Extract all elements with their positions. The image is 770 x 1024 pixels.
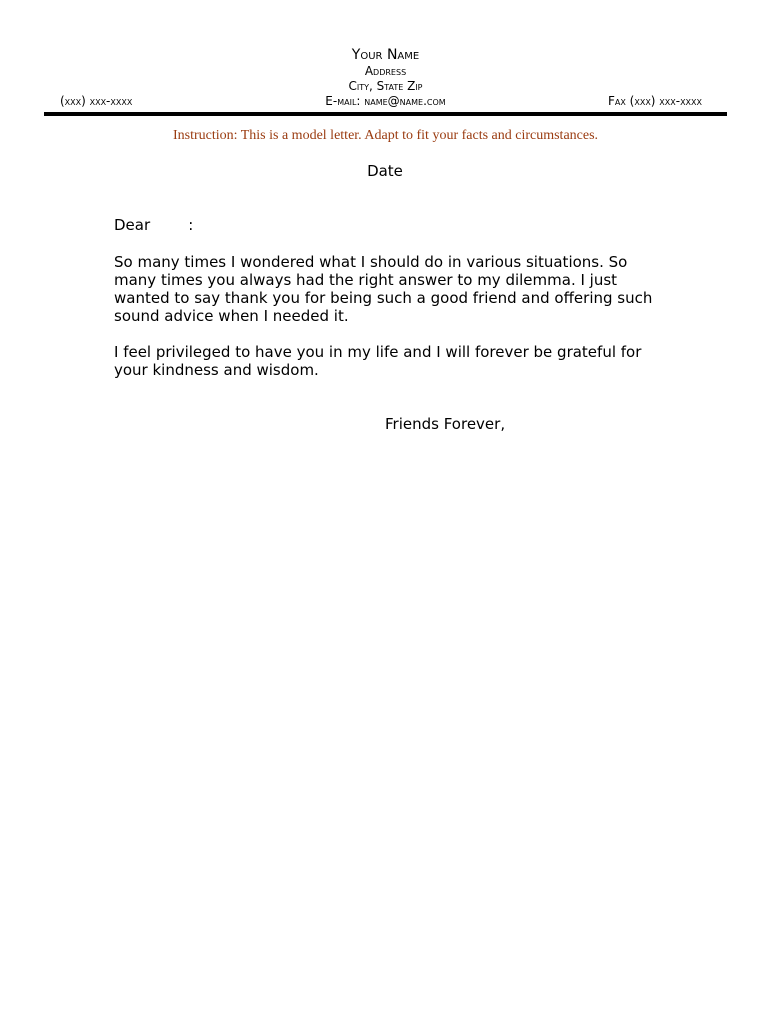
letterhead bbox=[44, 46, 727, 109]
body-paragraph-1: So many times I wondered what I should do in various situations. So many times you always had the right answer to my dilemma. I just wanted to say thank you for being such a good friend and offering such sound advice when I needed it. bbox=[114, 253, 653, 325]
sender-address: Address bbox=[364, 64, 407, 78]
instruction-note: Instruction: This is a model letter. Adapt to fit your facts and circumstances. bbox=[172, 128, 599, 143]
salutation: Dear : bbox=[114, 216, 194, 234]
sender-fax: Fax (xxx) xxx-xxxx bbox=[608, 94, 702, 108]
letter-date: Date bbox=[367, 162, 403, 180]
sender-phone: (xxx) xxx-xxxx bbox=[60, 94, 133, 108]
closing: Friends Forever, bbox=[385, 415, 506, 433]
contact-row bbox=[44, 94, 727, 109]
sender-name: Your Name bbox=[351, 47, 420, 63]
sender-email: E-mail: name@name.com bbox=[325, 94, 446, 108]
letterhead-divider bbox=[44, 112, 727, 116]
sender-city-state-zip: City, State Zip bbox=[348, 79, 423, 93]
body-paragraph-2: I feel privileged to have you in my life and I will forever be grateful for your kindness and wisdom. bbox=[114, 343, 642, 379]
